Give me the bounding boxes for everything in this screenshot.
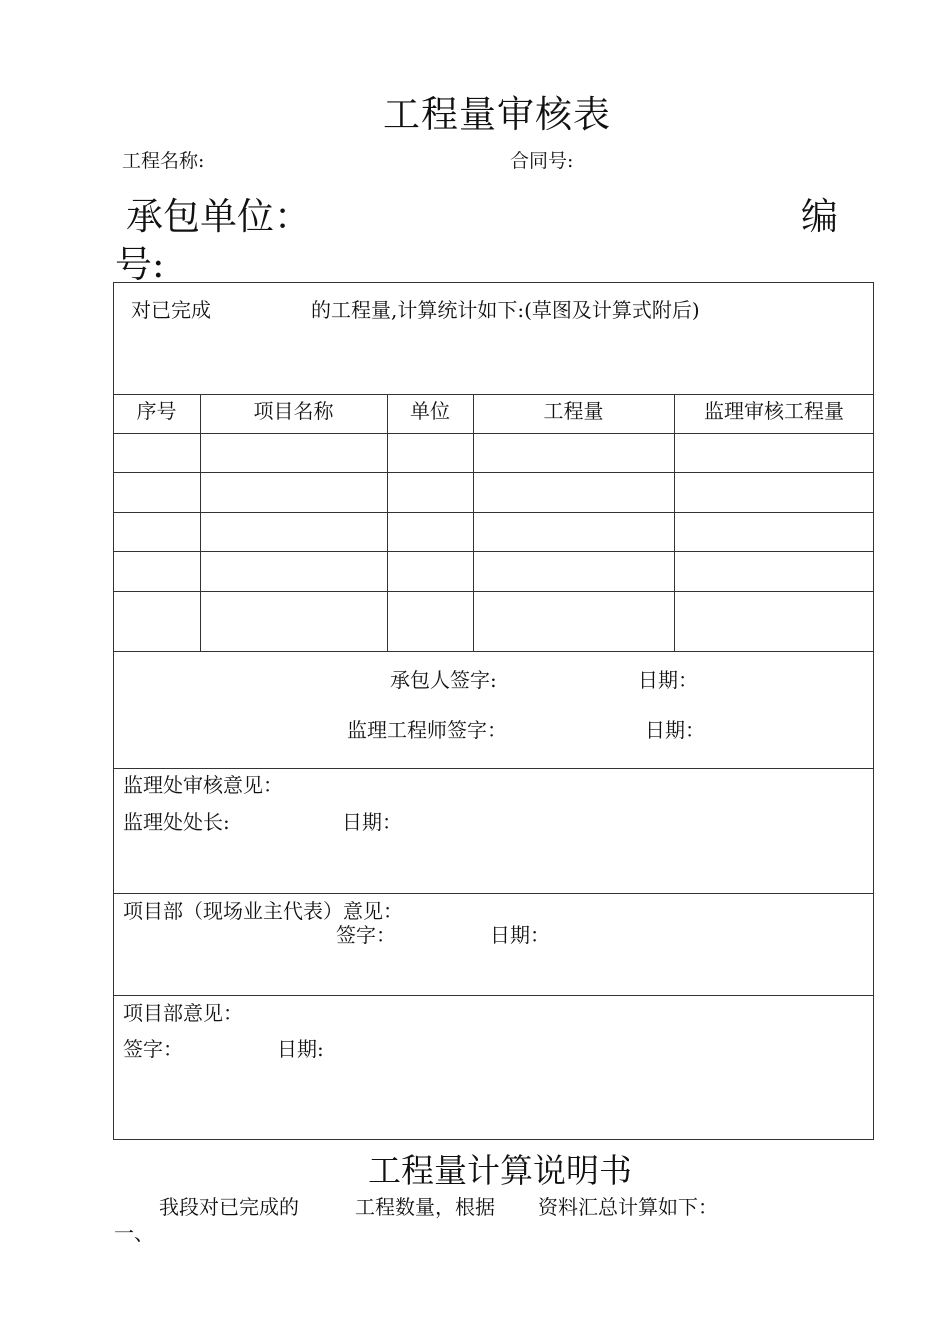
calculation-intro-part2: 工程数量，根据 <box>355 1195 495 1219</box>
project-rep-opinion-label: 项目部（现场业主代表）意见： <box>123 899 403 923</box>
supervision-date-label: 日期： <box>342 810 402 834</box>
calculation-item-1: 一、 <box>114 1221 154 1245</box>
project-rep-signature-label: 签字： <box>336 923 396 947</box>
supervision-opinion-label: 监理处审核意见： <box>123 773 283 797</box>
contractor-signature-label: 承包人签字: <box>390 668 497 692</box>
project-dept-signature-label: 签字： <box>123 1037 183 1061</box>
calculation-title: 工程量计算说明书 <box>368 1151 632 1190</box>
calculation-intro-part3: 资料汇总计算如下： <box>538 1195 718 1219</box>
project-dept-opinion-label: 项目部意见： <box>123 1001 243 1025</box>
serial-number-label-second: 号: <box>115 243 165 286</box>
table-row <box>113 433 874 472</box>
intro-text-start: 对已完成 <box>131 298 211 322</box>
column-header-quantity: 工程量 <box>543 399 604 423</box>
intro-text-end: 的工程量,计算统计如下:(草图及计算式附后) <box>311 298 700 322</box>
contract-number-label: 合同号: <box>510 150 574 172</box>
column-header-unit: 单位 <box>410 399 450 423</box>
table-bottom-line <box>113 651 874 652</box>
engineer-signature-label: 监理工程师签字： <box>347 718 507 742</box>
table-row <box>113 551 874 591</box>
supervision-chief-label: 监理处处长: <box>123 810 230 834</box>
project-rep-bottom-line <box>113 995 874 996</box>
table-row <box>113 472 874 512</box>
project-name-label: 工程名称: <box>122 150 205 172</box>
page-title: 工程量审核表 <box>383 93 611 136</box>
supervision-bottom-line <box>113 893 874 894</box>
serial-number-label-first: 编 <box>801 195 838 238</box>
contractor-label: 承包单位： <box>126 195 311 238</box>
calculation-intro-part1: 我段对已完成的 <box>159 1195 299 1219</box>
contractor-date-label: 日期： <box>638 668 698 692</box>
column-header-index: 序号 <box>136 399 177 423</box>
table-row <box>113 512 874 551</box>
project-dept-date-label: 日期: <box>277 1037 324 1061</box>
column-header-item-name: 项目名称 <box>253 399 334 423</box>
engineer-date-label: 日期： <box>645 718 705 742</box>
project-rep-date-label: 日期： <box>490 923 550 947</box>
table-row <box>113 591 874 651</box>
column-header-reviewed-quantity: 监理审核工程量 <box>704 399 844 423</box>
